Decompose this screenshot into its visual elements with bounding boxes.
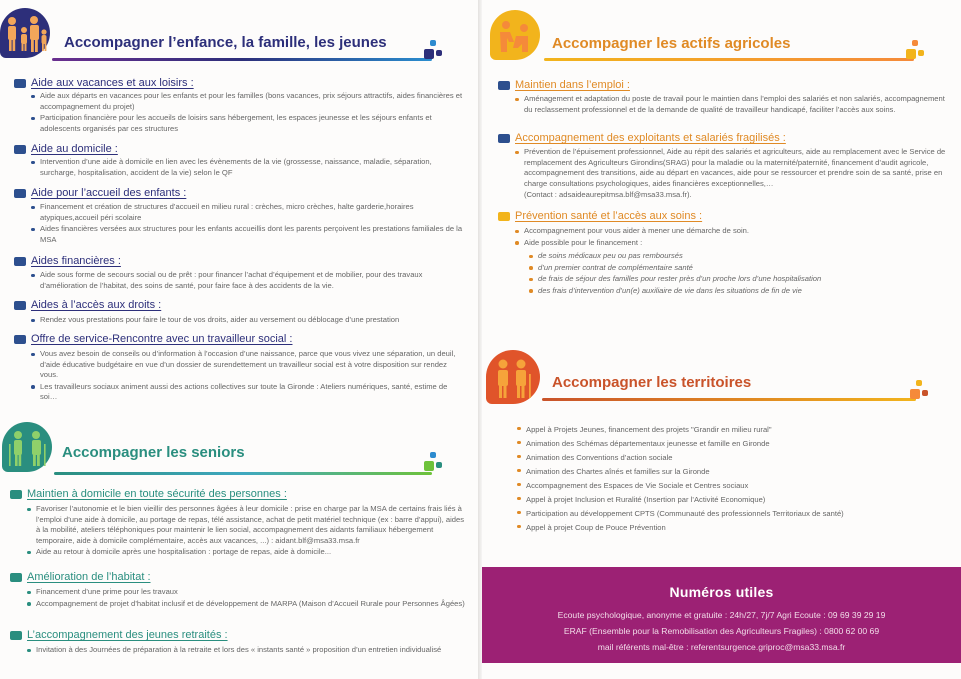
bullet-list <box>30 202 466 246</box>
sub-bullet-list <box>528 251 948 297</box>
contact-line: (Contact : adsaideaurepitmsa.blf@msa33.msa.fr). <box>524 190 692 200</box>
section-title: Accompagner l’enfance, la famille, les jeunes <box>64 34 387 51</box>
list-item: Aides financières versées aux structures pour les enfants accueillis dont les parents perçoivent les prestations familiales de la MSA <box>30 224 466 245</box>
box-line: Ecoute psychologique, anonyme et gratuite : 24h/27, 7j/7 Agri Ecoute : 09 69 39 29 19 <box>557 610 886 620</box>
bullet-list <box>26 645 466 657</box>
seniors-icon <box>2 422 52 472</box>
list-item: Appel à Projets Jeunes, financement des projets "Grandir en milieu rural" <box>516 423 946 436</box>
family-icon <box>0 8 50 58</box>
box-line: mail référents mal-être : referentsurgence.griproc@msa33.msa.fr <box>597 642 846 652</box>
list-item: de frais de séjour des familles pour rester près d’un proche lors d’une hospitalisation <box>528 274 948 285</box>
list-item: Participation financière pour les accueils de loisirs sans hébergement, les espaces jeunesse et les séjours enfants et adolescents organisés par ces structures <box>30 113 466 134</box>
list-item: Appel à projet Coup de Pouce Prévention <box>516 521 946 534</box>
list-item: Accompagnement pour vous aider à mener une démarche de soin. <box>514 226 950 237</box>
bullet-list <box>30 315 466 327</box>
list-item: Aide possible pour le financement : <box>514 238 950 249</box>
list-item: Invitation à des Journées de préparation à la retraite et lors des « instants santé » proposition d’un entretien individualisé <box>26 645 466 656</box>
bullet-list <box>514 226 950 249</box>
subsection-title: Accompagnement des exploitants et salariés fragilisés : <box>498 132 786 144</box>
subsection-title: Aides financières : <box>14 255 121 267</box>
subsection-title: Offre de service-Rencontre avec un travailleur social : <box>14 333 292 345</box>
subsection-title: Aides à l’accès aux droits : <box>14 299 161 311</box>
decor-squares-icon <box>906 40 930 62</box>
subsection-title: Amélioration de l’habitat : <box>10 571 151 583</box>
useful-numbers-box <box>482 567 961 663</box>
section-underline <box>54 472 432 475</box>
elders-icon <box>486 350 540 404</box>
list-item: Les travailleurs sociaux animent aussi des actions collectives sur toute la Gironde : Ateliers numériques, santé, estime de soi… <box>30 382 466 403</box>
list-item: Animation des Chartes aînés et familles sur la Gironde <box>516 465 946 478</box>
list-item: Accompagnement de projet d’habitat inclusif et de développement de MARPA (Maison d’Accueil Rurale pour Personnes Âgées) <box>26 599 466 610</box>
box-title: Numéros utiles <box>669 584 774 600</box>
list-item: Aide sous forme de secours social ou de prêt : pour financer l’achat d’équipement et de mobilier, pour des travaux d’amélioration de l’habitat, des soins de santé, pour faire face à des accidents de la vie. <box>30 270 466 291</box>
subsection-title: Maintien dans l’emploi : <box>498 79 630 91</box>
section-underline <box>52 58 432 61</box>
bullet-list <box>514 94 950 116</box>
decor-squares-icon <box>910 380 934 402</box>
bullet-list <box>514 147 950 202</box>
bullet-list <box>26 587 466 610</box>
list-item: d’un premier contrat de complémentaire santé <box>528 263 948 274</box>
list-item: Accompagnement des Espaces de Vie Sociale et Centres sociaux <box>516 479 946 492</box>
section-underline <box>542 398 916 401</box>
subsection-title: Maintien à domicile en toute sécurité des personnes : <box>10 488 287 500</box>
list-item: Vous avez besoin de conseils ou d’information à l’occasion d’une naissance, parce que vous vivez une séparation, un deuil, d’aide éducative budgétaire en vue d’un dossier de surendettement un travailleur social est à votre disposition sur rendez vous. <box>30 349 466 381</box>
subsection-title: L’accompagnement des jeunes retraités : <box>10 629 228 641</box>
list-item: Appel à projet Inclusion et Ruralité (Insertion par l’Activité Economique) <box>516 493 946 506</box>
section-title: Accompagner les territoires <box>552 374 752 391</box>
box-line: ERAF (Ensemble pour la Remobilisation des Agriculteurs Fragiles) : 0800 62 00 69 <box>563 626 880 636</box>
list-item: Rendez vous prestations pour faire le tour de vos droits, aider au versement ou déblocage d’une prestation <box>30 315 466 326</box>
list-item: Aide au retour à domicile après une hospitalisation : portage de repas, aide à domicile... <box>26 547 466 558</box>
list-item: Aménagement et adaptation du poste de travail pour le maintien dans l’emploi des salariés et non salariés, accompagnement du reclassement professionnel et de la demande de qualité de travailleur handicapé, faciliter l’accès aux soins. <box>514 94 950 115</box>
bullet-list <box>30 270 466 292</box>
subsection-title: Aide au domicile : <box>14 143 118 155</box>
list-item: Aide aux départs en vacances pour les enfants et pour les familles (bons vacances, prix séjours attractifs, aides financières et accompagnement du projet) <box>30 91 466 112</box>
section-underline <box>544 58 914 61</box>
bullet-list <box>30 157 466 179</box>
helping-hands-icon <box>490 10 540 60</box>
left-page <box>0 0 478 679</box>
list-item: Favoriser l’autonomie et le bien vieillir des personnes âgées à leur domicile : prise en charge par la MSA de certains frais liés à l’emploi d’une aide à domicile, au portage de repas, télé assistance, achat de petit matériel technique (ex : barre d’appui), aides à la mobilité, ateliers téléphoniques pour maintenir le lien social, accompagnement des aidants familiaux hébergement temporaire, aide à domicile complémentaire, accès aux vacances, ...) : aidant.blf@msa33.msa.fr <box>26 504 466 546</box>
bullet-list <box>26 504 466 559</box>
decor-squares-icon <box>424 40 448 62</box>
list-item: Animation des Conventions d’action sociale <box>516 451 946 464</box>
list-item: Participation au développement CPTS (Communauté des professionnels Territoriaux de santé) <box>516 507 946 520</box>
bullet-list <box>30 91 466 135</box>
list-item: Prévention de l’épuisement professionnel, Aide au répit des salariés et agriculteurs, aide au remplacement avec le Service de remplacement des Agriculteurs Girondins(SRAG) pour la maladie ou la maternité/paternité, financement d’audit agricole, accompagnement des transitions, aide au départ en vacances, aide pour se ressourcer et prendre soin de sa santé, prise en charge consultations psychologiques, aides financières exceptionnelles,… <box>514 147 950 189</box>
decor-squares-icon <box>424 452 448 474</box>
list-item: de soins médicaux peu ou pas remboursés <box>528 251 948 262</box>
bullet-list <box>30 349 466 404</box>
section-title: Accompagner les seniors <box>62 444 245 461</box>
subsection-title: Prévention santé et l’accès aux soins : <box>498 210 702 222</box>
subsection-title: Aide aux vacances et aux loisirs : <box>14 77 194 89</box>
list-item: Financement d’une prime pour les travaux <box>26 587 466 598</box>
list-item: Animation des Schémas départementaux jeunesse et famille en Gironde <box>516 437 946 450</box>
bullet-list <box>516 423 946 535</box>
section-title: Accompagner les actifs agricoles <box>552 35 791 52</box>
list-item: Intervention d’une aide à domicile en lien avec les évènements de la vie (grossesse, naissance, maladie, séparation, surcharge, hospitalisation, accident de la vie) selon le QF <box>30 157 466 178</box>
list-item: Financement et création de structures d’accueil en milieu rural : crèches, micro crèches, halte garderie,horaires atypiques,accueil péri scolaire <box>30 202 466 223</box>
subsection-title: Aide pour l’accueil des enfants : <box>14 187 186 199</box>
list-item: des frais d’intervention d’un(e) auxiliaire de vie dans les situations de fin de vie <box>528 286 948 297</box>
